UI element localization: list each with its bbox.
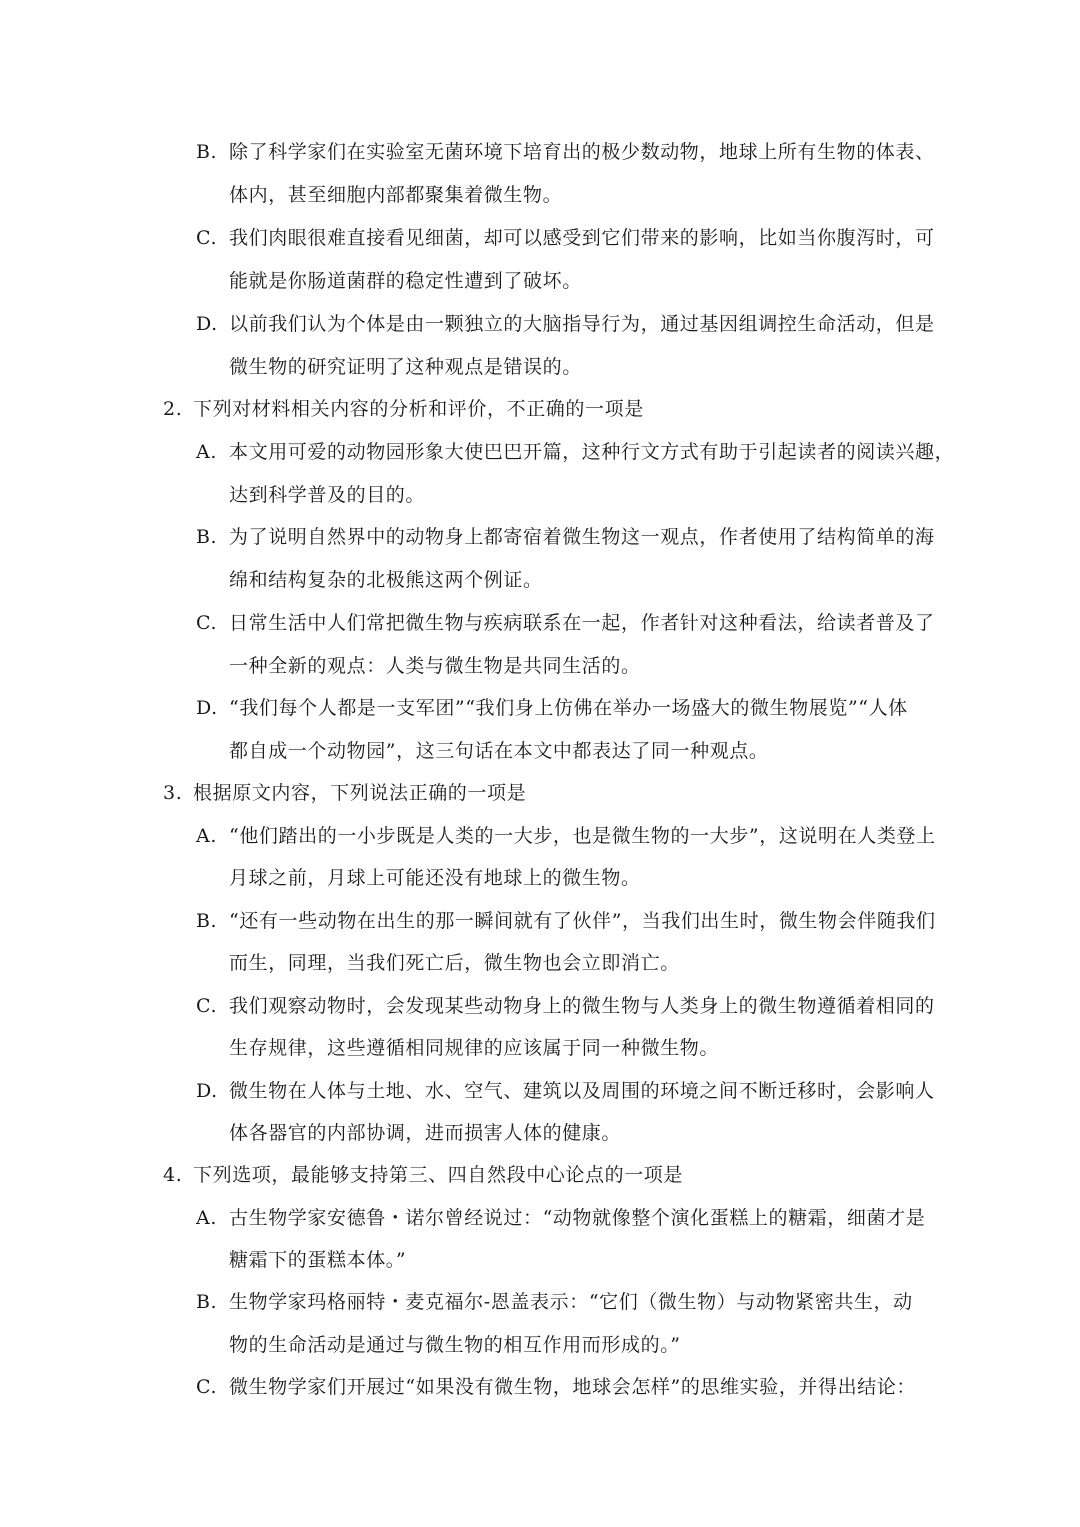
line-text: 一种全新的观点：人类与微生物是共同生活的。: [229, 655, 641, 677]
option-line: [196, 696, 908, 720]
option-line: [196, 824, 936, 848]
option-line: [196, 909, 936, 933]
line-text: 月球之前，月球上可能还没有地球上的微生物。: [229, 867, 641, 889]
option-line: [196, 994, 935, 1018]
option-label: B.: [196, 910, 218, 932]
question-line: [163, 781, 526, 805]
line-text: 微生物学家们开展过“如果没有微生物，地球会怎样”的思维实验，并得出结论：: [229, 1376, 917, 1398]
line-text: 生存规律，这些遵循相同规律的应该属于同一种微生物。: [229, 1037, 720, 1059]
option-label: D.: [196, 697, 218, 719]
line-text: 达到科学普及的目的。: [229, 484, 426, 506]
option-label: A.: [196, 1207, 217, 1229]
option-label: A.: [196, 825, 217, 847]
line-text: 都自成一个动物园”，这三句话在本文中都表达了同一种观点。: [229, 740, 769, 762]
question-line: [163, 397, 644, 421]
question-number: 2.: [163, 398, 183, 420]
continuation-line: [229, 1121, 621, 1145]
continuation-line: [229, 183, 562, 207]
line-text: 糖霜下的蛋糕本体。”: [229, 1249, 407, 1271]
line-text: 物的生命活动是通过与微生物的相互作用而形成的。”: [229, 1334, 681, 1356]
continuation-line: [229, 1333, 681, 1357]
line-text: 而生，同理，当我们死亡后，微生物也会立即消亡。: [229, 952, 680, 974]
line-text: 除了科学家们在实验室无菌环境下培育出的极少数动物，地球上所有生物的体表、: [229, 141, 935, 163]
continuation-line: [229, 269, 582, 293]
continuation-line: [229, 355, 582, 379]
line-text: 体内，甚至细胞内部都聚集着微生物。: [229, 184, 563, 206]
continuation-line: [229, 1036, 719, 1060]
option-line: [196, 1206, 925, 1230]
line-text: 下列选项，最能够支持第三、四自然段中心论点的一项是: [193, 1164, 684, 1186]
option-label: D.: [196, 313, 218, 335]
option-line: [196, 1079, 935, 1103]
line-text: “还有一些动物在出生的那一瞬间就有了伙伴”，当我们出生时，微生物会伴随我们: [229, 910, 936, 932]
continuation-line: [229, 483, 425, 507]
option-line: [196, 226, 935, 250]
option-label: A.: [196, 441, 217, 463]
option-line: [196, 312, 935, 336]
question-line: [163, 1163, 683, 1187]
continuation-line: [229, 1248, 406, 1272]
option-line: [196, 1375, 916, 1399]
option-label: C.: [196, 612, 218, 634]
line-text: 日常生活中人们常把微生物与疾病联系在一起，作者针对这种看法，给读者普及了: [229, 612, 935, 634]
line-text: 微生物在人体与土地、水、空气、建筑以及周围的环境之间不断迁移时，会影响人: [229, 1080, 935, 1102]
continuation-line: [229, 739, 769, 763]
option-line: [196, 1290, 913, 1314]
line-text: 生物学家玛格丽特・麦克福尔-恩盖表示：“它们（微生物）与动物紧密共生，动: [229, 1291, 913, 1313]
option-line: [196, 611, 935, 635]
line-text: “他们踏出的一小步既是人类的一大步，也是微生物的一大步”，这说明在人类登上: [229, 825, 936, 847]
line-text: “我们每个人都是一支军团”“我们身上仿佛在举办一场盛大的微生物展览”“人体: [229, 697, 908, 719]
line-text: 下列对材料相关内容的分析和评价，不正确的一项是: [193, 398, 644, 420]
line-text: 古生物学家安德鲁・诺尔曾经说过：“动物就像整个演化蛋糕上的糖霜，细菌才是: [229, 1207, 926, 1229]
continuation-line: [229, 951, 680, 975]
option-line: [196, 140, 935, 164]
option-label: B.: [196, 1291, 218, 1313]
line-text: 能就是你肠道菌群的稳定性遭到了破坏。: [229, 270, 582, 292]
option-label: B.: [196, 141, 218, 163]
option-line: [196, 440, 954, 464]
option-label: C.: [196, 227, 218, 249]
option-label: B.: [196, 526, 218, 548]
continuation-line: [229, 654, 641, 678]
continuation-line: [229, 568, 543, 592]
option-label: C.: [196, 1376, 218, 1398]
line-text: 微生物的研究证明了这种观点是错误的。: [229, 356, 582, 378]
question-number: 3.: [163, 782, 183, 804]
option-line: [196, 525, 935, 549]
question-number: 4.: [163, 1164, 183, 1186]
line-text: 我们观察动物时，会发现某些动物身上的微生物与人类身上的微生物遵循着相同的: [229, 995, 935, 1017]
line-text: 我们肉眼很难直接看见细菌，却可以感受到它们带来的影响，比如当你腹泻时，可: [229, 227, 935, 249]
line-text: 绵和结构复杂的北极熊这两个例证。: [229, 569, 543, 591]
line-text: 以前我们认为个体是由一颗独立的大脑指导行为，通过基因组调控生命活动，但是: [229, 313, 935, 335]
line-text: 根据原文内容，下列说法正确的一项是: [193, 782, 527, 804]
line-text: 为了说明自然界中的动物身上都寄宿着微生物这一观点，作者使用了结构简单的海: [229, 526, 935, 548]
continuation-line: [229, 866, 641, 890]
option-label: C.: [196, 995, 218, 1017]
line-text: 体各器官的内部协调，进而损害人体的健康。: [229, 1122, 622, 1144]
line-text: 本文用可爱的动物园形象大使巴巴开篇，这种行文方式有助于引起读者的阅读兴趣，: [229, 441, 955, 463]
option-label: D.: [196, 1080, 218, 1102]
